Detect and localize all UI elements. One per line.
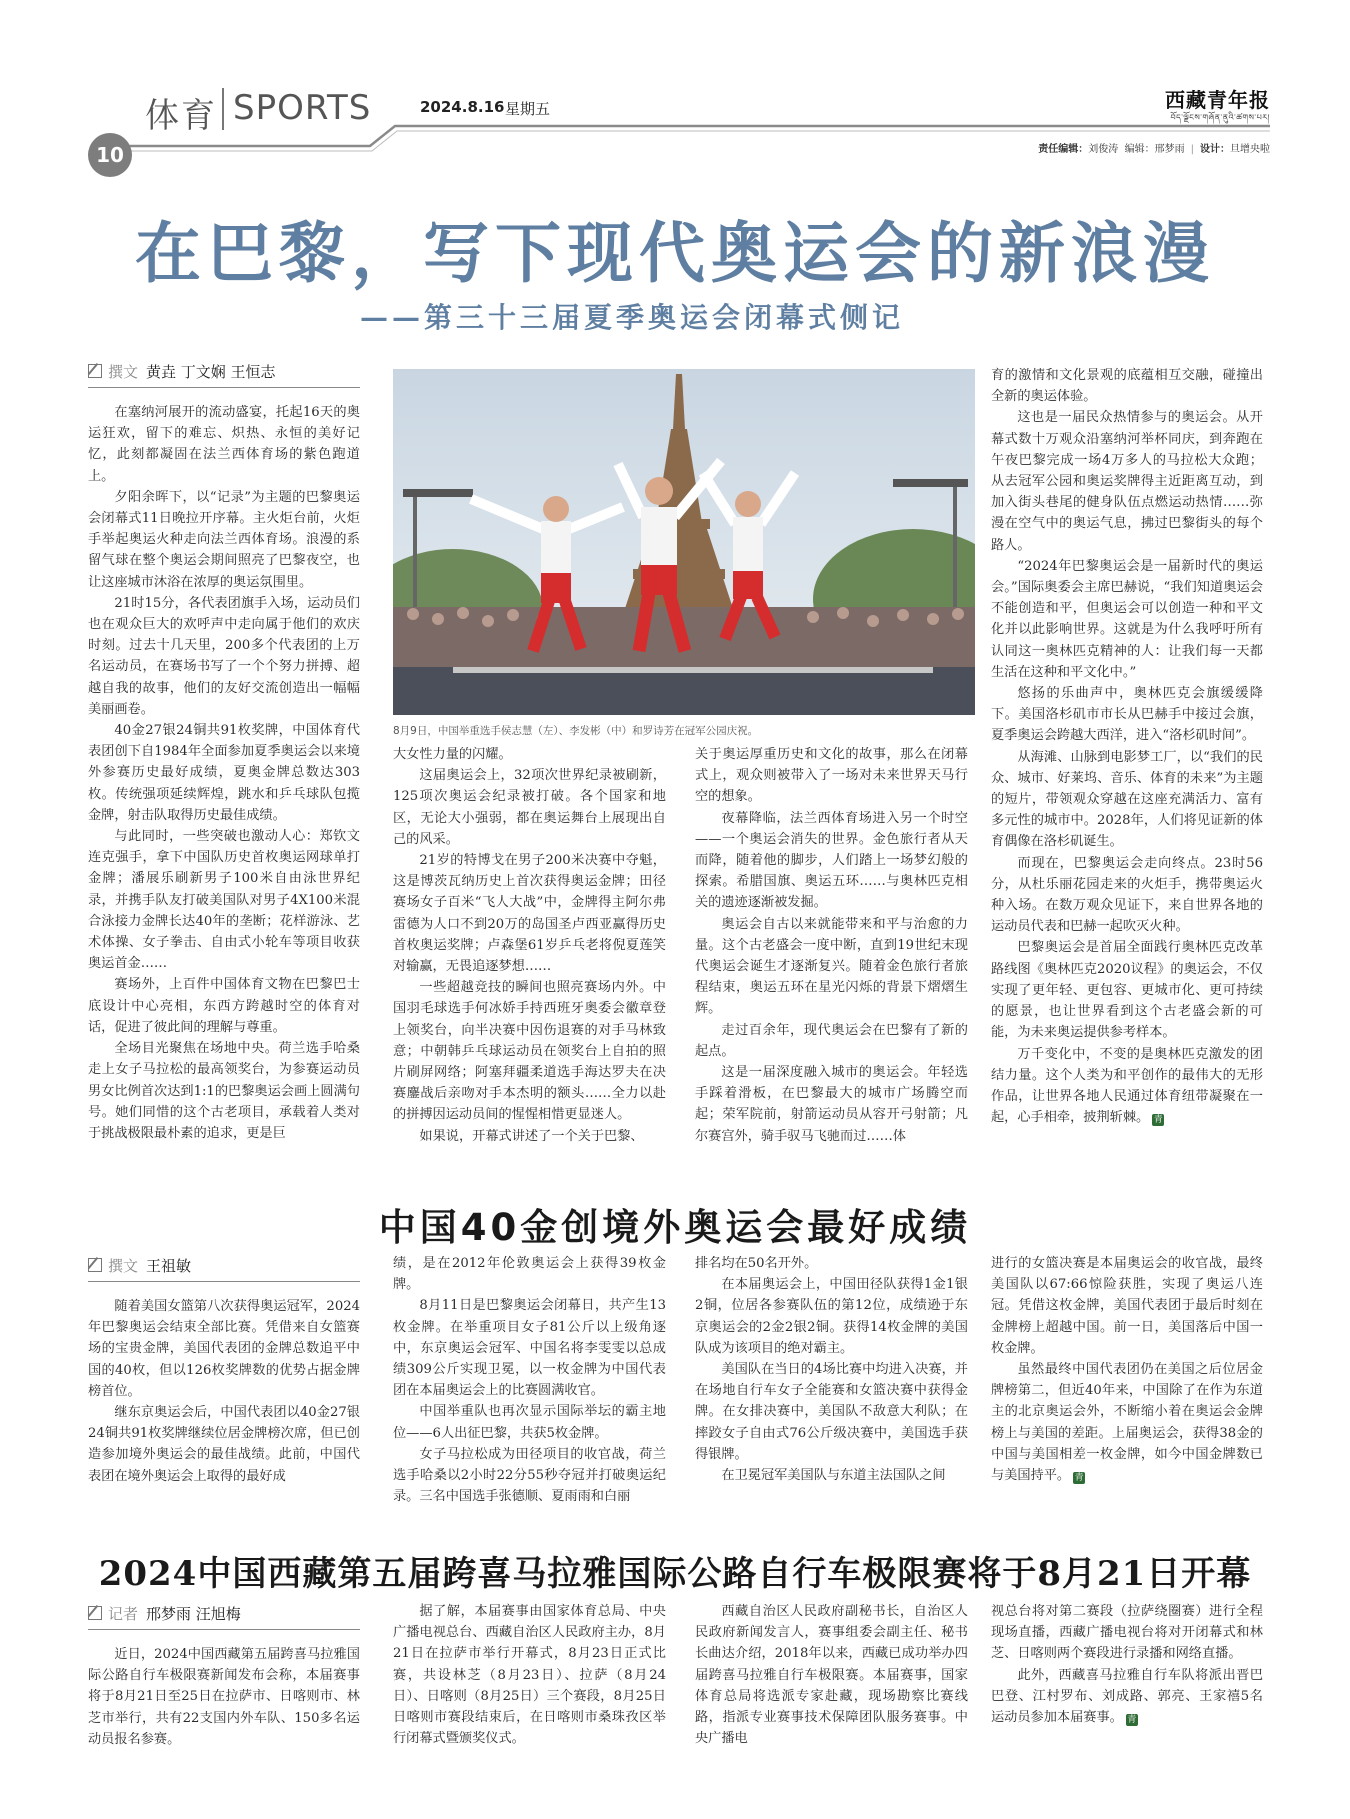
editor-name: 刘俊涛 bbox=[1088, 144, 1119, 155]
paragraph: 继东京奥运会后，中国代表团以40金27银24铜共91枚奖牌继续位居金牌榜次席，但已创造参加境外奥运会的最佳战绩。此前，中国代表团在境外奥运会上取得的最好成 bbox=[88, 1405, 360, 1484]
paragraph: 大女性力量的闪耀。 bbox=[393, 747, 512, 762]
end-mark-icon: 青 bbox=[1074, 1473, 1084, 1484]
designer-label: 设计： bbox=[1200, 144, 1230, 155]
photo-caption: 8月9日，中国举重选手侯志慧（左）、李发彬（中）和罗诗芳在冠军公园庆祝。 bbox=[393, 725, 759, 737]
newspaper-name: 西藏青年报 bbox=[1165, 88, 1270, 112]
article1-byline bbox=[88, 361, 360, 388]
paragraph: 巴黎奥运会是首届全面践行奥林匹克改革路线图《奥林匹克2020议程》的奥运会，不仅实现了更年轻、更包容、更城市化、更可持续的愿景，也让世界看到这个古老盛会新的可能，为未来奥运提供参考样本。 bbox=[991, 940, 1263, 1041]
paragraph: 女子马拉松成为田径项目的收官战，荷兰选手哈桑以2小时22分55秒夺冠并打破奥运纪录。三名中国选手张德顺、夏雨雨和白丽 bbox=[393, 1446, 666, 1505]
paragraph: 据了解，本届赛事由国家体育总局、中央广播电视总台、西藏自治区人民政府主办，8月21日在拉萨市举行开幕式，8月23日正式比赛，共设林芝（8月23日）、拉萨（8月24日）、日喀则（8月25日）三个赛段，8月25日日喀则市赛段结束后，在日喀则市桑珠孜区举行闭幕式暨颁奖仪式。 bbox=[393, 1604, 666, 1747]
section-name-en: SPORTS bbox=[233, 88, 372, 128]
paragraph: 在本届奥运会上，中国田径队获得1金1银2铜，位居各参赛队伍的第12位，成绩逊于东京奥运会的2金2银2铜。获得14枚金牌的美国队成为该项目的绝对霸主。 bbox=[695, 1277, 968, 1356]
paragraph: 赛场外，上百件中国体育文物在巴黎巴士底设计中心亮相，东西方跨越时空的体育对话，促进了彼此间的理解与尊重。 bbox=[88, 977, 360, 1035]
paragraph: 夜幕降临，法兰西体育场进入另一个时空——一个奥运会消失的世界。金色旅行者从天而降，随着他的脚步，人们踏上一场梦幻般的探索。希腊国旗、奥运五环……与奥林匹克相关的遗迹逐渐被发掘。 bbox=[695, 810, 968, 911]
paragraph: 排名均在50名开外。 bbox=[695, 1256, 818, 1271]
article1-column-2 bbox=[393, 744, 666, 1147]
page-number: 10 bbox=[88, 133, 132, 177]
paragraph: 21岁的特博戈在男子200米决赛中夺魁，这是博茨瓦纳历史上首次获得奥运金牌；田径赛场女子百米“飞人大战”中，金牌得主阿尔弗雷德为人口不到20万的岛国圣卢西亚赢得历史首枚奥运奖牌；卢森堡61岁乒乓老将倪夏莲笑对输赢，无畏追逐梦想…… bbox=[393, 853, 666, 975]
paragraph-text: 万千变化中，不变的是奥林匹克激发的团结力量。这个人类为和平创作的最伟大的无形作品，让世界各地人民通过体育纽带凝聚在一起，心手相牵，披荆斩棘。 bbox=[991, 1046, 1263, 1126]
paragraph: 中国举重队也再次显示国际举坛的霸主地位——6人出征巴黎，共获5枚金牌。 bbox=[393, 1404, 666, 1441]
paragraph: 近日，2024中国西藏第五届跨喜马拉雅国际公路自行车极限赛新闻发布会称，本届赛事将于8月21日至25日在拉萨市、日喀则市、林芝市举行，共有22支国内外车队、150多名运动员报名参赛。 bbox=[88, 1647, 360, 1747]
end-mark-icon: 青 bbox=[1127, 1715, 1137, 1726]
issue-date: 2024.8.16 bbox=[420, 98, 505, 116]
article1-column-1 bbox=[88, 402, 360, 1144]
paragraph: 关于奥运厚重历史和文化的故事，那么在闭幕式上，观众则被带入了一场对未来世界天马行空的想象。 bbox=[695, 747, 968, 805]
copy-editor-name: 邢梦雨 bbox=[1154, 144, 1185, 155]
article3-column-2 bbox=[393, 1601, 666, 1749]
paragraph: 夕阳余晖下，以“记录”为主题的巴黎奥运会闭幕式11日晚拉开序幕。主火炬台前，火炬手举起奥运火种走向法兰西体育场。浪漫的系留气球在整个奥运会期间照亮了巴黎夜空，也让这座城市沐浴在浓厚的奥运氛围里。 bbox=[88, 489, 360, 590]
editor-label: 责任编辑： bbox=[1038, 144, 1089, 155]
byline-label: 撰文 bbox=[108, 1257, 139, 1275]
article2-column-4 bbox=[991, 1253, 1263, 1486]
pen-icon bbox=[88, 364, 102, 378]
pen-icon bbox=[88, 1258, 102, 1272]
paragraph: 走过百余年，现代奥运会在巴黎有了新的起点。 bbox=[695, 1022, 968, 1059]
paragraph-text: 此外，西藏喜马拉雅自行车队将派出晋巴巴登、江村罗布、刘成路、郭亮、王家禧5名运动员参加本届赛事。 bbox=[991, 1667, 1263, 1726]
article3-column-4 bbox=[991, 1601, 1263, 1728]
paragraph: 这届奥运会上，32项次世界纪录被刷新，125项次奥运会纪录被打破。各个国家和地区，无论大小强弱，都在奥运舞台上展现出自己的风采。 bbox=[393, 768, 666, 847]
paragraph: 美国队在当日的4场比赛中均进入决赛，并在场地自行车女子全能赛和女篮决赛中获得金牌。在女排决赛中，美国队不敌意大利队；在摔跤女子自由式76公斤级决赛中，美国选手获得银牌。 bbox=[695, 1362, 968, 1462]
paragraph: 40金27银24铜共91枚奖牌，中国体育代表团创下自1984年全面参加夏季奥运会以来境外参赛历史最好成绩，夏奥金牌总数达303枚。传统强项延续辉煌，跳水和乒乓球队包揽金牌，射击队取得历史最佳成绩。 bbox=[88, 723, 360, 823]
article1-column-3 bbox=[695, 744, 968, 1147]
paragraph: 如果说，开幕式讲述了一个关于巴黎、 bbox=[419, 1128, 644, 1144]
article3-headline: 2024中国西藏第五届跨喜马拉雅国际公路自行车极限赛将于8月21日开幕 bbox=[98, 1554, 1252, 1594]
copy-editor-label: 编辑： bbox=[1124, 144, 1155, 155]
end-mark-icon: 青 bbox=[1153, 1115, 1163, 1126]
article2-column-3 bbox=[695, 1253, 968, 1486]
article3-byline bbox=[88, 1603, 360, 1630]
paragraph: 在塞纳河展开的流动盛宴，托起16天的奥运狂欢，留下的难忘、炽热、永恒的美好记忆，此刻都凝固在法兰西体育场的紫色跑道上。 bbox=[88, 405, 360, 484]
article2-headline: 中国40金创境外奥运会最好成绩 bbox=[378, 1206, 972, 1249]
paragraph bbox=[991, 1665, 1263, 1729]
paragraph: 这也是一届民众热情参与的奥运会。从开幕式数十万观众沿塞纳河举杯同庆，到奔跑在午夜巴黎完成一场4万多人的马拉松大众跑；从去冠军公园和奥运奖牌得主近距离互动，到加入街头巷尾的健身队伍点燃运动热情……弥漫在空气中的奥运气息，拂过巴黎街头的每个路人。 bbox=[991, 410, 1263, 553]
paragraph: 进行的女篮决赛是本届奥运会的收官战，最终美国队以67:66惊险获胜，实现了奥运八连冠。凭借这枚金牌，美国代表团于最后时刻在金牌榜上超越中国。前一日，美国落后中国一枚金牌。 bbox=[991, 1256, 1263, 1356]
paragraph: 在卫冕冠军美国队与东道主法国队之间 bbox=[721, 1468, 946, 1484]
article1-column-4 bbox=[991, 365, 1263, 1128]
paragraph: 视总台将对第二赛段（拉萨绕圈赛）进行全程现场直播，西藏广播电视台将对开闭幕式和林芝、日喀则两个赛段进行录播和网络直播。 bbox=[991, 1604, 1263, 1662]
article3-column-3 bbox=[695, 1601, 968, 1749]
article1-headline: 在巴黎，写下现代奥运会的新浪漫 bbox=[135, 215, 1215, 292]
paragraph: 西藏自治区人民政府副秘书长，自治区人民政府新闻发言人，赛事组委会副主任、秘书长曲达介绍，2018年以来，西藏已成功举办四届跨喜马拉雅自行车极限赛。本届赛事，国家体育总局将选派专家赴藏，现场勘察比赛线路，指派专业赛事技术保障团队服务赛事。中央广播电 bbox=[695, 1604, 968, 1747]
byline-authors: 邢梦雨 汪旭梅 bbox=[146, 1605, 241, 1623]
paragraph: 而现在，巴黎奥运会走向终点。23时56分，从杜乐丽花园走来的火炬手，携带奥运火种入场。在数万观众见证下，来自世界各地的运动员代表和巴赫一起吹灭火种。 bbox=[991, 855, 1263, 935]
paragraph: 21时15分，各代表团旗手入场，运动员们也在观众巨大的欢呼声中走向属于他们的欢庆时刻。过去十几天里，200多个代表团的上万名运动员，在赛场书写了一个个努力拼搏、超越自我的故事，他们的友好交流创造出一幅幅美丽画卷。 bbox=[88, 595, 360, 717]
article2-byline bbox=[88, 1255, 360, 1282]
paragraph: 这是一届深度融入城市的奥运会。年轻选手踩着滑板，在巴黎最大的城市广场腾空而起；荣军院前，射箭运动员从容开弓射箭；凡尔赛宫外，骑手驭马飞驰而过……体 bbox=[695, 1065, 968, 1144]
paragraph bbox=[991, 1044, 1263, 1129]
paragraph: 一些超越竞技的瞬间也照亮赛场内外。中国羽毛球选手何冰娇手持西班牙奥委会徽章登上领奖台，向半决赛中因伤退赛的对手马林致意；中朝韩乒乓球运动员在领奖台上自拍的照片刷屏网络；阿塞拜疆柔道选手海达罗夫在决赛鏖战后亲吻对手本杰明的额头……全力以赴的拼搏因运动员间的惺惺相惜更显迷人。 bbox=[393, 980, 666, 1123]
paragraph-text: 虽然最终中国代表团仍在美国之后位居金牌榜第二，但近40年来，中国除了在作为东道主的北京奥运会外，不断缩小着在奥运会金牌榜上与美国的差距。上届奥运会，获得38金的中国与美国相差一枚金牌，如今中国金牌数已与美国持平。 bbox=[991, 1362, 1263, 1484]
paragraph: 全场目光聚焦在场地中央。荷兰选手哈桑走上女子马拉松的最高领奖台，为参赛运动员男女比例首次达到1:1的巴黎奥运会画上圆满句号。她们同惜的这个古老项目，承载着人类对于挑战极限最朴素的追求，更是巨 bbox=[88, 1041, 360, 1141]
paragraph: 从海滩、山脉到电影梦工厂，以“我们的民众、城市、好莱坞、音乐、体育的未来”为主题的短片，带领观众穿越在这座充满活力、富有多元性的城市中。2028年，人们将见证新的体育偶像在洛杉矶诞生。 bbox=[991, 749, 1263, 850]
designer-name: 旦增央啦 bbox=[1230, 144, 1270, 155]
article2-column-1 bbox=[88, 1296, 360, 1487]
photo-illustration bbox=[393, 369, 975, 715]
article3-column-1 bbox=[88, 1644, 360, 1750]
article1-subheadline: ——第三十三届夏季奥运会闭幕式侧记 bbox=[360, 301, 905, 334]
byline-label: 记者 bbox=[108, 1605, 139, 1623]
paragraph: “2024年巴黎奥运会是一届新时代的奥运会。”国际奥委会主席巴赫说，“我们知道奥运会不能创造和平，但奥运会可以创造一种和平文化并以此影响世界。这就是为什么我呼吁所有认同这一奥林匹克精神的人：让我们每一天都生活在这种和平文化中。” bbox=[991, 558, 1263, 680]
article2-column-2 bbox=[393, 1253, 666, 1507]
editor-credits: 责任编辑：刘俊涛 编辑：邢梦雨 | 设计：旦增央啦 bbox=[1038, 144, 1270, 155]
byline-authors: 王祖敏 bbox=[146, 1257, 192, 1275]
paragraph: 绩，是在2012年伦敦奥运会上获得39枚金牌。 bbox=[393, 1256, 666, 1293]
paragraph bbox=[991, 1359, 1263, 1486]
celebration-photo bbox=[393, 369, 975, 715]
newspaper-name-tibetan: བོད་ལྗོངས་གཞོན་ནུའི་ཚགས་པར། bbox=[1170, 113, 1270, 122]
pen-icon bbox=[88, 1606, 102, 1620]
paragraph: 与此同时，一些突破也激动人心：郑钦文连克强手，拿下中国队历史首枚奥运网球单打金牌；潘展乐刷新男子100米自由泳世界纪录，并携手队友打破美国队对男子4X100米混合泳接力金牌长达40年的垄断；花样游泳、艺术体操、女子拳击、自由式小轮车等项目收获奥运首金…… bbox=[88, 829, 360, 972]
byline-label: 撰文 bbox=[108, 363, 139, 381]
paragraph: 8月11日是巴黎奥运会闭幕日，共产生13枚金牌。在举重项目女子81公斤以上级角逐中，东京奥运会冠军、中国名将李雯雯以总成绩309公斤实现卫冕，以一枚金牌为中国代表团在本届奥运会上的比赛圆满收官。 bbox=[393, 1298, 666, 1399]
paragraph: 悠扬的乐曲声中，奥林匹克会旗缓缓降下。美国洛杉矶市市长从巴赫手中接过会旗，夏季奥运会跨越大西洋，进入“洛杉矶时间”。 bbox=[991, 686, 1263, 744]
byline-authors: 黄垚 丁文娴 王恒志 bbox=[146, 363, 276, 381]
issue-weekday: 星期五 bbox=[505, 100, 551, 118]
section-name-cn: 体育 bbox=[145, 96, 217, 136]
paragraph: 育的激情和文化景观的底蕴相互交融，碰撞出全新的奥运体验。 bbox=[991, 368, 1263, 405]
paragraph: 随着美国女篮第八次获得奥运冠军，2024年巴黎奥运会结束全部比赛。凭借来自女篮赛场的宝贵金牌，美国代表团的金牌总数追平中国的40枚，但以126枚奖牌数的优势占据金牌榜首位。 bbox=[88, 1299, 360, 1399]
paragraph: 奥运会自古以来就能带来和平与治愈的力量。这个古老盛会一度中断，直到19世纪末现代奥运会诞生才逐渐复兴。随着金色旅行者旅程结束，奥运五环在星光闪烁的背景下熠熠生辉。 bbox=[695, 916, 968, 1017]
